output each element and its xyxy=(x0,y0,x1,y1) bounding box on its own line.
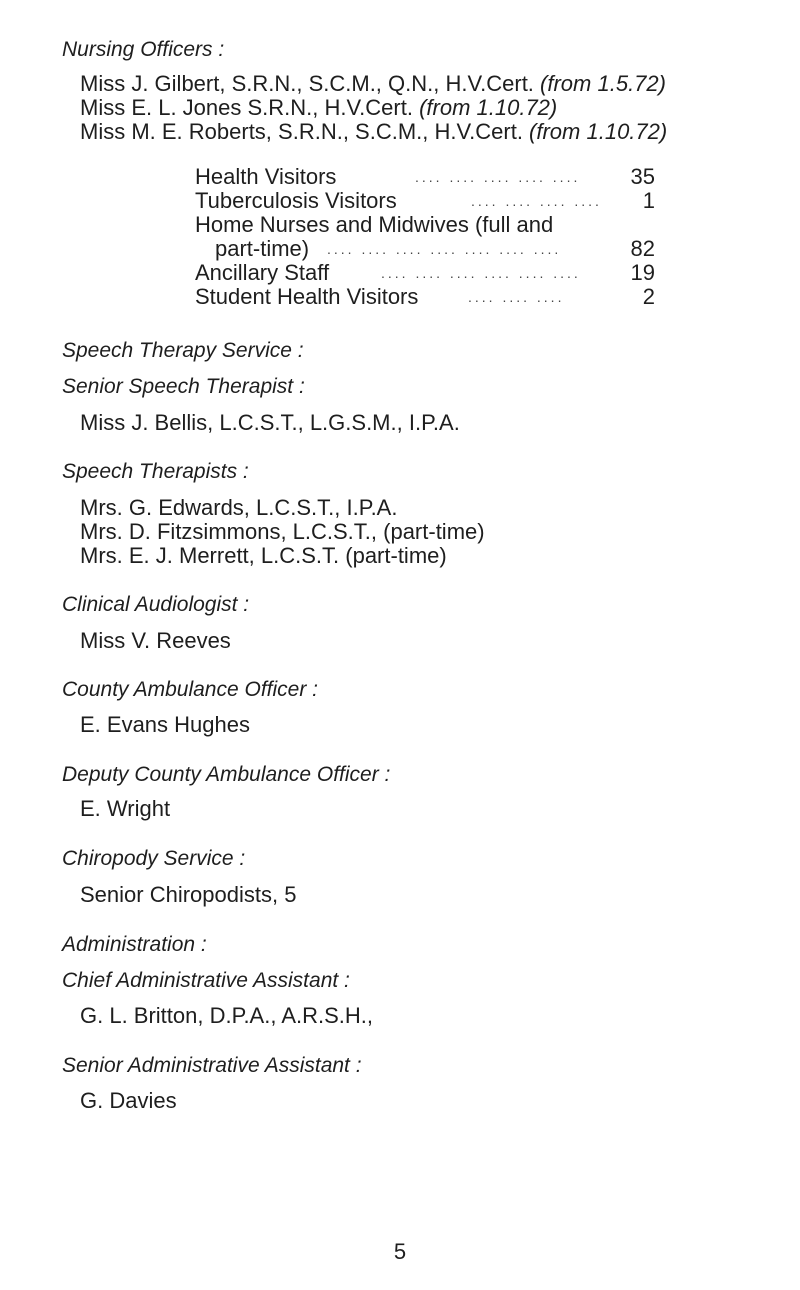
officer-name: Miss M. E. Roberts, S.R.N., S.C.M., H.V.Cert. xyxy=(80,119,530,144)
deputy-ambulance-officer-name: E. Wright xyxy=(80,796,171,821)
nursing-officers-heading: Nursing Officers : xyxy=(62,38,225,61)
speech-therapist-entry: Mrs. G. Edwards, L.C.S.T., I.P.A. xyxy=(80,495,398,520)
speech-therapist-entry: Mrs. D. Fitzsimmons, L.C.S.T., (part-time) xyxy=(80,519,485,544)
chiropody-service-text: Senior Chiropodists, 5 xyxy=(80,882,297,907)
officer-name: Miss J. Gilbert, S.R.N., S.C.M., Q.N., H.V.Cert. xyxy=(80,71,541,96)
staff-label: Tuberculosis Visitors xyxy=(195,188,397,213)
staff-count: 2 xyxy=(642,284,655,309)
speech-therapist-entry: Mrs. E. J. Merrett, L.C.S.T. (part-time) xyxy=(80,543,447,568)
staff-count: 82 xyxy=(630,236,655,261)
staff-row-health-visitors xyxy=(195,165,655,189)
senior-speech-therapist-heading: Senior Speech Therapist : xyxy=(62,375,305,398)
clinical-audiologist-heading: Clinical Audiologist : xyxy=(62,593,250,616)
leader-dots: .... .... .... .... xyxy=(471,193,602,209)
leader-dots: .... .... .... xyxy=(468,289,565,305)
staff-row-ancillary xyxy=(195,261,655,285)
chief-administrative-assistant-name: G. L. Britton, D.P.A., A.R.S.H., xyxy=(80,1003,374,1028)
senior-administrative-assistant-heading: Senior Administrative Assistant : xyxy=(62,1054,362,1077)
staff-row-part-time xyxy=(195,237,655,261)
leader-dots: .... .... .... .... .... xyxy=(415,169,581,185)
staff-count: 19 xyxy=(630,260,655,285)
staff-label: Home Nurses and Midwives (full and xyxy=(195,212,554,237)
staff-label: part-time) xyxy=(215,236,310,261)
officer-line-1 xyxy=(80,72,666,96)
staff-count: 35 xyxy=(630,164,655,189)
officer-name: Miss E. L. Jones S.R.N., H.V.Cert. xyxy=(80,95,420,120)
officer-start-date: (from 1.10.72) xyxy=(419,95,558,120)
senior-administrative-assistant-name: G. Davies xyxy=(80,1088,177,1113)
deputy-ambulance-officer-heading: Deputy County Ambulance Officer : xyxy=(62,763,391,786)
officer-start-date: (from 1.5.72) xyxy=(540,71,666,96)
clinical-audiologist-name: Miss V. Reeves xyxy=(80,628,231,653)
officer-line-3 xyxy=(80,120,667,144)
staff-label: Ancillary Staff xyxy=(195,260,330,285)
staff-row-student-health-visitors xyxy=(195,285,655,309)
leader-dots: .... .... .... .... .... .... xyxy=(381,265,581,281)
speech-therapy-heading: Speech Therapy Service : xyxy=(62,339,304,362)
county-ambulance-officer-heading: County Ambulance Officer : xyxy=(62,678,318,701)
staff-row-home-nurses xyxy=(195,213,655,237)
officer-start-date: (from 1.10.72) xyxy=(529,119,668,144)
administration-heading: Administration : xyxy=(62,933,207,956)
staff-label: Health Visitors xyxy=(195,164,337,189)
staff-count: 1 xyxy=(642,188,655,213)
senior-speech-therapist-name: Miss J. Bellis, L.C.S.T., L.G.S.M., I.P.A. xyxy=(80,410,460,435)
leader-dots: .... .... .... .... .... .... .... xyxy=(327,241,562,257)
chief-administrative-assistant-heading: Chief Administrative Assistant : xyxy=(62,969,350,992)
speech-therapists-heading: Speech Therapists : xyxy=(62,460,249,483)
page-number: 5 xyxy=(393,1239,407,1264)
officer-line-2 xyxy=(80,96,557,120)
county-ambulance-officer-name: E. Evans Hughes xyxy=(80,712,250,737)
staff-row-tuberculosis-visitors xyxy=(195,189,655,213)
staff-label: Student Health Visitors xyxy=(195,284,419,309)
chiropody-service-heading: Chiropody Service : xyxy=(62,847,246,870)
